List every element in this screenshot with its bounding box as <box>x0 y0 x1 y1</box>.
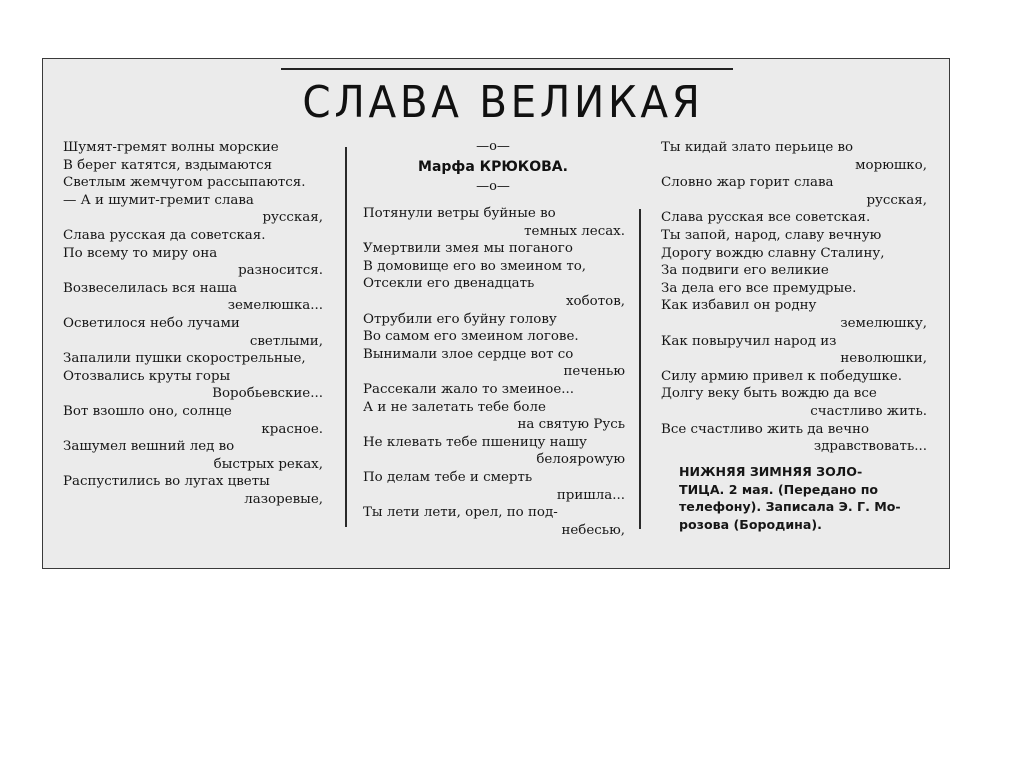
poem-line: Долгу веку быть вождю да все <box>661 386 877 402</box>
poem-line: Отсекли его двенадцать <box>363 276 535 292</box>
poem-line: неволюшки, <box>840 351 927 367</box>
poem-line: печенью <box>563 364 625 380</box>
poem-line: — А и шумит-гремит слава <box>63 192 254 208</box>
poem-line: Вот взошло оно, солнце <box>63 403 232 419</box>
top-rule <box>281 68 733 70</box>
poem-line: темных лесах. <box>524 223 625 239</box>
poem-line: земелюшку, <box>840 315 927 331</box>
poem-line: красное. <box>261 421 323 437</box>
poem-line: Воробьевские... <box>212 386 323 402</box>
poem-line: Отрубили его буйну голову <box>363 311 557 327</box>
poem-line: Дорогу вождю славну Сталину, <box>661 245 885 261</box>
poem-line: светлыми, <box>249 333 323 349</box>
poem-line: Все счастливо жить да вечно <box>661 421 870 437</box>
poem-line: Слава русская все советская. <box>661 210 871 226</box>
signature-block <box>679 463 929 533</box>
poem-line: Вынимали злое сердце вот со <box>363 346 574 362</box>
poem-line: Ты кидай злато перьице во <box>661 140 854 155</box>
signature-line: ТИЦА. 2 мая. (Передано по <box>679 481 879 497</box>
ornament-bottom: —о— <box>476 179 510 194</box>
poem-line: Во самом его змеином логове. <box>363 329 579 345</box>
headline: СЛАВА ВЕЛИКАЯ <box>302 77 704 128</box>
signature-line: телефону). Записала Э. Г. Мо- <box>679 499 901 515</box>
ornament-top: —о— <box>476 139 510 154</box>
poem-line: За подвиги его великие <box>661 263 829 279</box>
poem-line: Светлым жемчугом рассыпаются. <box>63 175 306 191</box>
poem-line: Силу армию привел к победушке. <box>661 368 902 384</box>
poem-line: пришла... <box>556 487 625 503</box>
poem-line: А и не залетать тебе боле <box>363 399 546 415</box>
poem-line: Не клевать тебе пшеницу нашу <box>363 434 587 450</box>
poem-line: хоботов, <box>565 293 625 309</box>
poem-line: русская, <box>866 192 927 208</box>
poem-line: Рассекали жало то змеиное... <box>363 381 575 397</box>
newspaper-clipping <box>42 58 950 569</box>
poem-line: Ты лети лети, орел, по под- <box>363 505 558 521</box>
poem-line: В домовище его во змеином то, <box>363 258 587 274</box>
poem-line: По всему то миру она <box>63 245 218 261</box>
poem-line: Распустились во лугах цветы <box>63 474 270 490</box>
poem-line: Потянули ветры буйные во <box>363 206 556 221</box>
poem-line: счастливо жить. <box>810 403 927 419</box>
column-divider-right <box>639 209 641 529</box>
poem-column-1 <box>63 139 325 508</box>
poem-line: на святую Русь <box>517 417 625 433</box>
author-byline: Марфа КРЮКОВА. <box>418 159 568 175</box>
poem-line: Как повыручил народ из <box>661 333 837 349</box>
poem-line: Отозвались круты горы <box>63 368 231 384</box>
poem-line: небесью, <box>561 522 625 538</box>
poem-line: быстрых реках, <box>213 456 323 472</box>
poem-line: Зашумел вешний лед во <box>63 439 235 455</box>
poem-column-3 <box>661 139 929 456</box>
poem-line: белоярowую <box>536 452 625 468</box>
poem-line: За дела его все премудрые. <box>661 280 857 296</box>
poem-line: лазоревые, <box>244 491 323 507</box>
poem-line: земелюшка... <box>227 298 323 314</box>
poem-line: Возвеселилась вся наша <box>63 280 238 296</box>
poem-line: русская, <box>262 210 323 226</box>
poem-line: По делам тебе и смерть <box>363 469 533 485</box>
poem-line: Слава русская да советская. <box>63 227 266 243</box>
signature-line: розова (Бородина). <box>679 516 822 532</box>
poem-line: Осветилося небо лучами <box>63 315 240 331</box>
poem-line: морюшко, <box>855 157 927 173</box>
poem-line: В берег катятся, вздымаются <box>63 157 273 173</box>
signature-line: НИЖНЯЯ ЗИМНЯЯ ЗОЛО- <box>679 464 863 479</box>
poem-line: Запалили пушки скорострельные, <box>63 351 306 367</box>
poem-line: Ты запой, народ, славу вечную <box>661 227 882 243</box>
column-divider-left <box>345 147 347 527</box>
poem-line: разносится. <box>238 263 323 279</box>
poem-line: Как избавил он родну <box>661 298 817 314</box>
poem-line: Шумят-гремят волны морские <box>63 140 279 155</box>
poem-line: здравствовать... <box>813 439 927 455</box>
poem-column-2 <box>363 205 627 539</box>
poem-line: Умертвили змея мы поганого <box>363 241 573 257</box>
poem-line: Словно жар горит слава <box>661 175 834 191</box>
